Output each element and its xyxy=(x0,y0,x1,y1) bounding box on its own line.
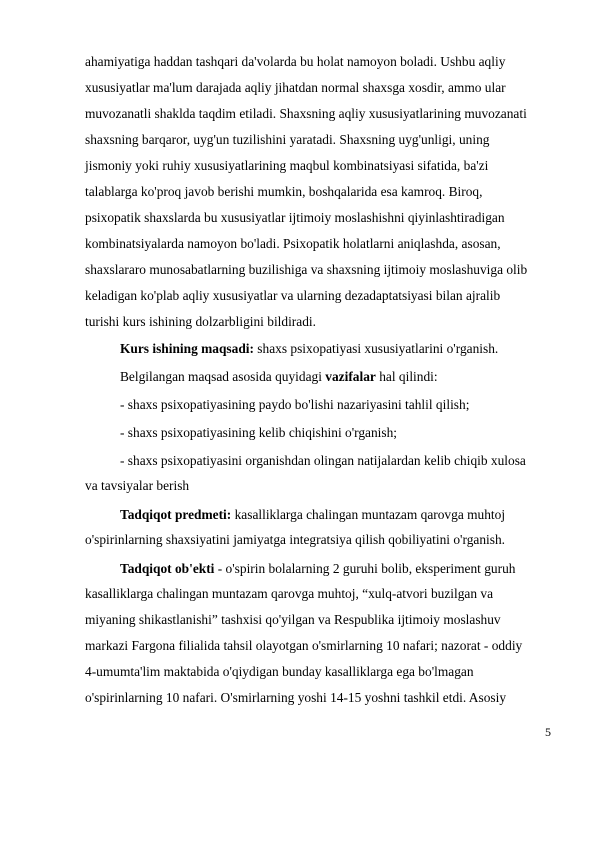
subject-text: kasalliklarga chalingan muntazam qarovga muhtoj xyxy=(231,507,506,522)
subject-line xyxy=(120,507,505,523)
object-continuation: kasalliklarga chalingan muntazam qarovga muhtoj, “xulq-atvori buzilgan va xyxy=(85,586,494,601)
paragraph-line: shaxslararo munosabatlarning buzilishiga va shaxsning ijtimoiy moslashuviga olib xyxy=(85,262,528,277)
object-label: Tadqiqot ob'ekti xyxy=(120,561,215,576)
paragraph-line: turishi kurs ishining dolzarbligini bildiradi. xyxy=(85,314,316,329)
goal-text: shaxs psixopatiyasi xususiyatlarini o'rganish. xyxy=(253,341,499,356)
task-item-continuation: va tavsiyalar berish xyxy=(85,478,190,493)
tasks-intro-before: Belgilangan maqsad asosida quyidagi xyxy=(120,369,326,384)
object-continuation: 4-umumta'lim maktabida o'qiydigan bunday kasalliklarga ega bo'lmagan xyxy=(85,664,474,679)
paragraph-line: xususiyatlar ma'lum darajada aqliy jihatdan normal shaxsga xosdir, ammo ular xyxy=(85,80,506,95)
tasks-intro-bold: vazifalar xyxy=(325,369,376,384)
paragraph-line: kombinatsiyalarda namoyon bo'ladi. Psixopatik holatlarni aniqlashda, asosan, xyxy=(85,236,501,251)
tasks-intro xyxy=(120,369,438,385)
object-text: - o'spirin bolalarning 2 guruhi bolib, eksperiment guruh xyxy=(214,561,516,576)
object-continuation: o'spirinlarning 10 nafari. O'smirlarning yoshi 14-15 yoshni tashkil etdi. Asosiy xyxy=(85,690,507,705)
task-item: - shaxs psixopatiyasini organishdan olingan natijalardan kelib chiqib xulosa xyxy=(120,453,526,468)
task-item: - shaxs psixopatiyasining paydo bo'lishi nazariyasini tahlil qilish; xyxy=(120,397,470,412)
paragraph-line: muvozanatli shaklda taqdim etiladi. Shaxsning aqliy xususiyatlarining muvozanati xyxy=(85,106,527,121)
paragraph-line: ahamiyatiga haddan tashqari da'volarda bu holat namoyon boladi. Ushbu aqliy xyxy=(85,54,506,69)
tasks-intro-after: hal qilindi: xyxy=(375,369,438,384)
object-continuation: markazi Fargona filialida tahsil olayotgan o'smirlarning 10 nafari; nazorat - oddiy xyxy=(85,638,523,653)
paragraph-line: jismoniy yoki ruhiy xususiyatlarining maqbul kombinatsiyasi sifatida, ba'zi xyxy=(85,158,489,173)
paragraph-line: shaxsning barqaror, uyg'un tuzilishini yaratadi. Shaxsning uyg'unligi, uning xyxy=(85,132,490,147)
object-continuation: miyaning shikastlanishi” tashxisi qo'yilgan va Respublika ijtimoiy moslashuv xyxy=(85,612,501,627)
goal-label: Kurs ishining maqsadi: xyxy=(120,341,254,356)
object-line xyxy=(120,561,515,577)
paragraph-line: talablarga ko'proq javob berishi mumkin, boshqalarida esa kamroq. Biroq, xyxy=(85,184,483,199)
task-item: - shaxs psixopatiyasining kelib chiqishini o'rganish; xyxy=(120,425,398,440)
page-number: 5 xyxy=(545,725,551,739)
paragraph-line: psixopatik shaxslarda bu xususiyatlar ijtimoiy moslashishni qiyinlashtiradigan xyxy=(85,210,505,225)
subject-continuation: o'spirinlarning shaxsiyatini jamiyatga integratsiya qilish qobiliyatini o'rganish. xyxy=(85,532,506,547)
subject-label: Tadqiqot predmeti: xyxy=(120,507,232,522)
goal-line xyxy=(120,341,498,357)
paragraph-line: keladigan ko'plab aqliy xususiyatlar va ularning dezadaptatsiyasi bilan ajralib xyxy=(85,288,501,303)
